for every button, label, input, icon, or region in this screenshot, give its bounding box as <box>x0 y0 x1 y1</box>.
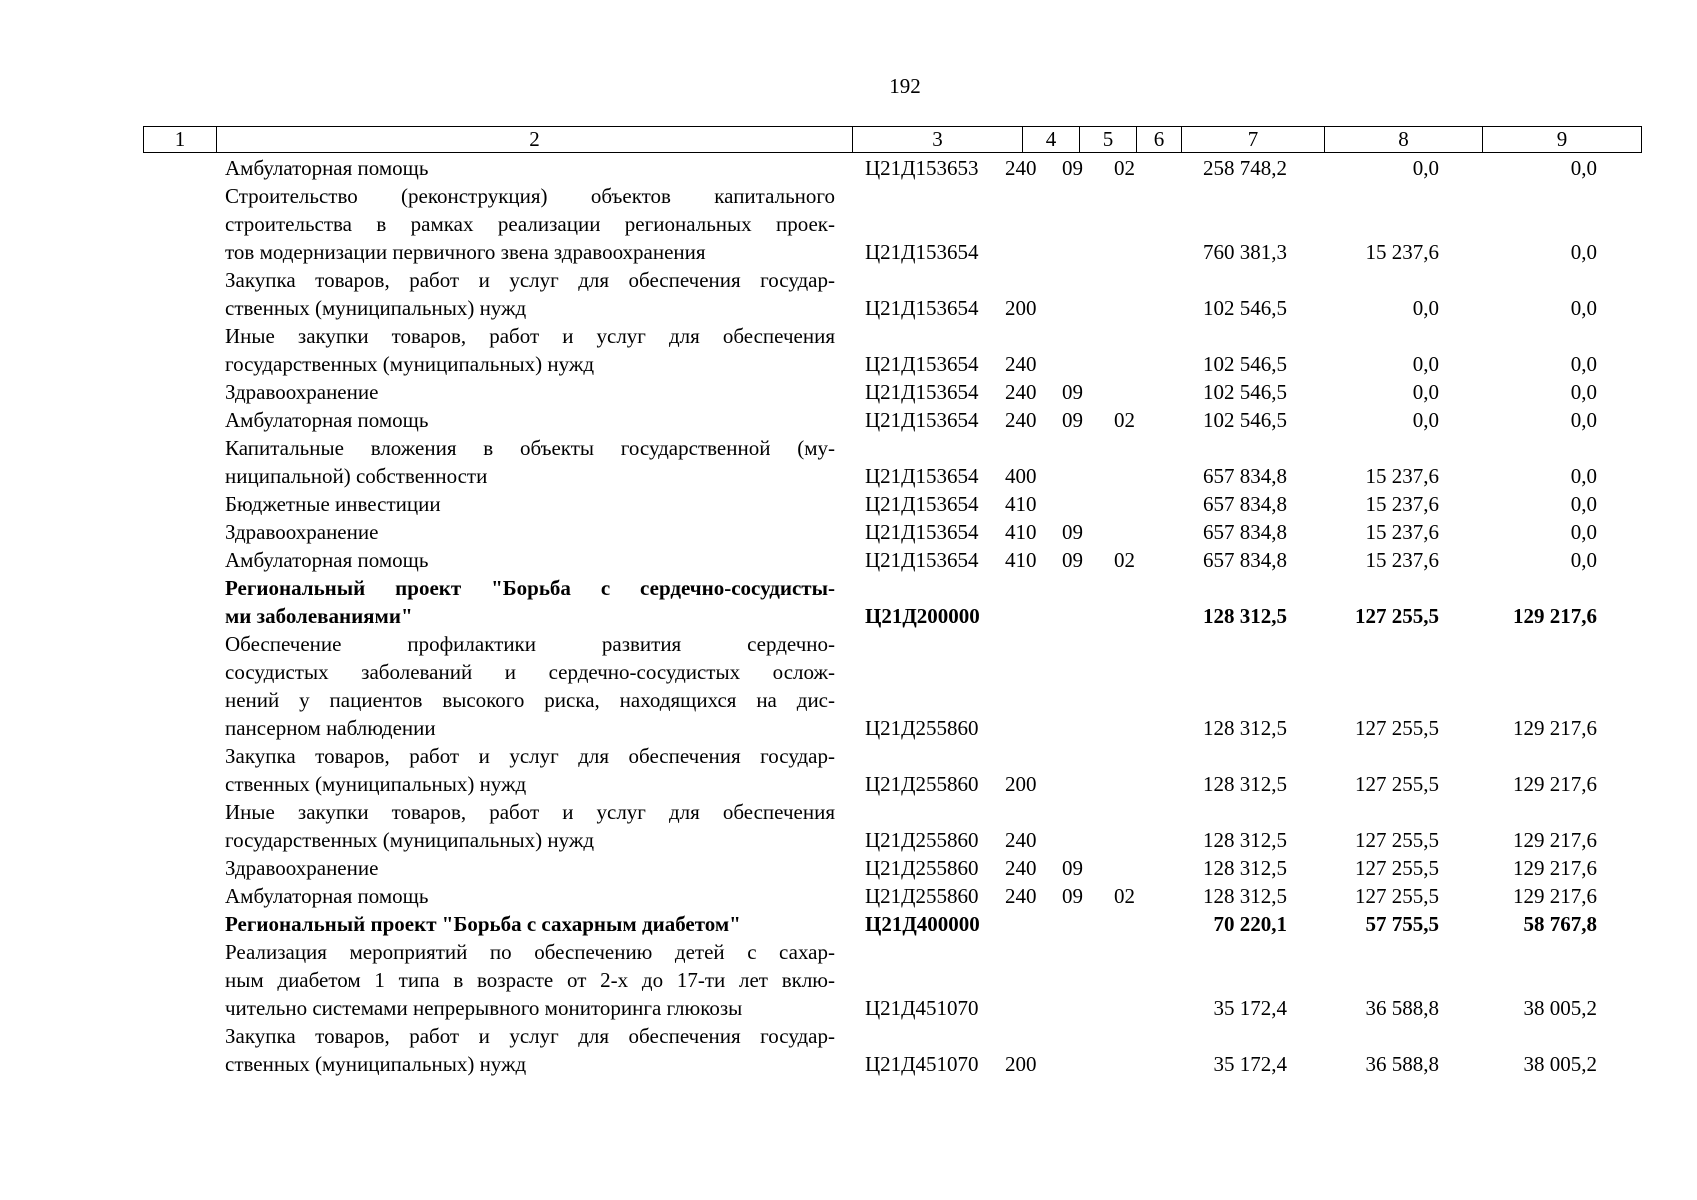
row-name-line: сосудистых заболеваний и сердечно-сосудистых ослож- <box>225 660 835 684</box>
row-section: 09 <box>1062 856 1083 880</box>
row-name-line: Капитальные вложения в объекты государственной (му- <box>225 436 835 460</box>
header-col-8: 8 <box>1324 127 1482 152</box>
row-section <box>1062 826 1114 854</box>
row-amount-year3: 129 217,6 <box>1513 884 1597 908</box>
row-section <box>1062 350 1114 378</box>
row-amount-year1: 760 381,3 <box>1203 240 1287 264</box>
row-name-line: Здравоохранение <box>225 380 379 404</box>
row-name <box>225 938 835 1022</box>
row-name <box>225 406 835 434</box>
row-expense-type: 240 <box>1005 828 1037 852</box>
row-section: 09 <box>1062 520 1083 544</box>
row-section: 09 <box>1062 380 1083 404</box>
row-name-line: ниципальной) собственности <box>225 464 488 488</box>
row-amount-year2: 127 255,5 <box>1355 604 1439 628</box>
row-section: 09 <box>1062 884 1083 908</box>
row-amount-year2: 0,0 <box>1412 408 1439 432</box>
row-name-line: Амбулаторная помощь <box>225 884 429 908</box>
row-amount-year2: 0,0 <box>1412 380 1439 404</box>
row-name <box>225 742 835 798</box>
header-col-9: 9 <box>1482 127 1641 152</box>
row-name-line: Амбулаторная помощь <box>225 156 429 180</box>
row-name <box>225 910 835 938</box>
table-row <box>0 490 1697 518</box>
row-amount-year3: 129 217,6 <box>1513 772 1597 796</box>
header-col-3: 3 <box>852 127 1022 152</box>
row-name <box>225 154 835 182</box>
row-name <box>225 630 835 742</box>
row-section <box>1062 602 1114 630</box>
row-name <box>225 182 835 266</box>
table-row <box>0 154 1697 182</box>
row-name-line: Амбулаторная помощь <box>225 408 429 432</box>
row-name-line: Региональный проект "Борьба с сердечно-сосудисты- <box>225 576 835 600</box>
row-expense-type: 240 <box>1005 856 1037 880</box>
row-code: Ц21Д255860 <box>865 716 979 740</box>
table-row <box>0 406 1697 434</box>
row-name-line: Строительство (реконструкция) объектов капитального <box>225 184 835 208</box>
row-name-line: Здравоохранение <box>225 856 379 880</box>
row-amount-year3: 129 217,6 <box>1513 716 1597 740</box>
row-amount-year1: 70 220,1 <box>1213 912 1287 936</box>
table-row <box>0 938 1697 1022</box>
row-section: 09 <box>1062 548 1083 572</box>
row-code: Ц21Д153654 <box>865 296 979 320</box>
row-code: Ц21Д153654 <box>865 520 979 544</box>
table-row <box>0 322 1697 378</box>
row-name-line: тов модернизации первичного звена здравоохранения <box>225 240 706 264</box>
table-row <box>0 910 1697 938</box>
table-row <box>0 854 1697 882</box>
row-subsection <box>1114 294 1177 322</box>
row-section <box>1062 1050 1114 1078</box>
row-amount-year2: 127 255,5 <box>1355 772 1439 796</box>
row-section <box>1062 294 1114 322</box>
row-name <box>225 490 835 518</box>
table-row <box>0 882 1697 910</box>
row-amount-year3: 129 217,6 <box>1513 604 1597 628</box>
row-name-line: ми заболеваниями" <box>225 604 413 628</box>
row-name <box>225 1022 835 1078</box>
row-amount-year1: 128 312,5 <box>1203 772 1287 796</box>
table-header <box>143 126 1642 153</box>
row-amount-year2: 15 237,6 <box>1365 520 1439 544</box>
table-row <box>0 630 1697 742</box>
row-name-line: Реализация мероприятий по обеспечению детей с сахар- <box>225 940 835 964</box>
row-name-line: нений у пациентов высокого риска, находящихся на дис- <box>225 688 835 712</box>
row-code: Ц21Д153654 <box>865 492 979 516</box>
row-code: Ц21Д255860 <box>865 828 979 852</box>
table-row <box>0 434 1697 490</box>
page-number: 192 <box>889 74 921 98</box>
row-name <box>225 546 835 574</box>
row-amount-year2: 0,0 <box>1412 352 1439 376</box>
table-row <box>0 266 1697 322</box>
row-expense-type: 400 <box>1005 464 1037 488</box>
row-section <box>1062 462 1114 490</box>
header-col-4: 4 <box>1022 127 1079 152</box>
row-subsection: 02 <box>1114 156 1135 180</box>
row-amount-year2: 57 755,5 <box>1365 912 1439 936</box>
row-subsection <box>1114 518 1177 546</box>
row-expense-type: 240 <box>1005 352 1037 376</box>
header-col-2: 2 <box>216 127 852 152</box>
row-name <box>225 378 835 406</box>
row-amount-year3: 129 217,6 <box>1513 828 1597 852</box>
row-subsection <box>1114 826 1177 854</box>
row-amount-year3: 0,0 <box>1570 492 1597 516</box>
row-section <box>1062 994 1114 1022</box>
row-amount-year1: 35 172,4 <box>1213 1052 1287 1076</box>
row-subsection <box>1114 462 1177 490</box>
row-amount-year1: 657 834,8 <box>1203 548 1287 572</box>
row-code: Ц21Д153653 <box>865 156 979 180</box>
row-name <box>225 854 835 882</box>
row-name-line: Закупка товаров, работ и услуг для обеспечения государ- <box>225 1024 835 1048</box>
row-subsection <box>1114 910 1177 938</box>
row-name-line: пансерном наблюдении <box>225 716 436 740</box>
row-name-line: ным диабетом 1 типа в возрасте от 2-х до 17-ти лет вклю- <box>225 968 835 992</box>
row-expense-type: 200 <box>1005 1052 1037 1076</box>
row-section <box>1062 714 1114 742</box>
row-amount-year1: 102 546,5 <box>1203 352 1287 376</box>
row-expense-type: 240 <box>1005 156 1037 180</box>
row-expense-type <box>1005 602 1062 630</box>
row-expense-type: 410 <box>1005 492 1037 516</box>
row-amount-year2: 127 255,5 <box>1355 856 1439 880</box>
row-expense-type: 240 <box>1005 380 1037 404</box>
row-amount-year1: 258 748,2 <box>1203 156 1287 180</box>
row-amount-year1: 102 546,5 <box>1203 380 1287 404</box>
header-col-1: 1 <box>174 127 186 151</box>
row-name-line: Здравоохранение <box>225 520 379 544</box>
row-amount-year3: 0,0 <box>1570 240 1597 264</box>
row-name-line: Амбулаторная помощь <box>225 548 429 572</box>
row-subsection <box>1114 994 1177 1022</box>
table-row <box>0 378 1697 406</box>
row-amount-year3: 58 767,8 <box>1523 912 1597 936</box>
row-code: Ц21Д451070 <box>865 1052 979 1076</box>
row-amount-year3: 38 005,2 <box>1523 996 1597 1020</box>
row-subsection <box>1114 1050 1177 1078</box>
row-subsection: 02 <box>1114 548 1135 572</box>
row-code: Ц21Д153654 <box>865 408 979 432</box>
header-col-7: 7 <box>1181 127 1324 152</box>
row-amount-year1: 657 834,8 <box>1203 464 1287 488</box>
row-amount-year3: 0,0 <box>1570 380 1597 404</box>
row-name-line: ственных (муниципальных) нужд <box>225 1052 527 1076</box>
row-amount-year2: 0,0 <box>1412 156 1439 180</box>
row-name <box>225 882 835 910</box>
row-code: Ц21Д255860 <box>865 772 979 796</box>
row-section: 09 <box>1062 408 1083 432</box>
row-amount-year2: 0,0 <box>1412 296 1439 320</box>
row-name-line: Бюджетные инвестиции <box>225 492 441 516</box>
row-name-line: Иные закупки товаров, работ и услуг для обеспечения <box>225 324 835 348</box>
row-section <box>1062 770 1114 798</box>
row-subsection: 02 <box>1114 884 1135 908</box>
row-subsection <box>1114 490 1177 518</box>
row-expense-type: 410 <box>1005 548 1037 572</box>
row-name-line: ственных (муниципальных) нужд <box>225 772 527 796</box>
row-amount-year3: 129 217,6 <box>1513 856 1597 880</box>
row-section <box>1062 490 1114 518</box>
row-code: Ц21Д451070 <box>865 996 979 1020</box>
row-code: Ц21Д153654 <box>865 548 979 572</box>
row-subsection: 02 <box>1114 408 1135 432</box>
header-col-6: 6 <box>1136 127 1181 152</box>
row-expense-type: 200 <box>1005 772 1037 796</box>
row-amount-year2: 36 588,8 <box>1365 996 1439 1020</box>
row-amount-year1: 102 546,5 <box>1203 408 1287 432</box>
row-amount-year2: 15 237,6 <box>1365 548 1439 572</box>
row-name-line: государственных (муниципальных) нужд <box>225 828 595 852</box>
row-amount-year1: 128 312,5 <box>1203 716 1287 740</box>
row-name <box>225 434 835 490</box>
row-name-line: Иные закупки товаров, работ и услуг для обеспечения <box>225 800 835 824</box>
row-name-line: ственных (муниципальных) нужд <box>225 296 527 320</box>
row-amount-year1: 35 172,4 <box>1213 996 1287 1020</box>
row-name-line: Закупка товаров, работ и услуг для обеспечения государ- <box>225 744 835 768</box>
row-amount-year3: 0,0 <box>1570 408 1597 432</box>
row-amount-year3: 0,0 <box>1570 352 1597 376</box>
row-subsection <box>1114 770 1177 798</box>
row-expense-type <box>1005 910 1062 938</box>
row-code: Ц21Д153654 <box>865 380 979 404</box>
row-amount-year2: 36 588,8 <box>1365 1052 1439 1076</box>
row-name-line: чительно системами непрерывного мониторинга глюкозы <box>225 996 743 1020</box>
table-body <box>0 154 1697 1078</box>
row-amount-year1: 128 312,5 <box>1203 884 1287 908</box>
row-name-line: Региональный проект "Борьба с сахарным диабетом" <box>225 912 741 936</box>
row-amount-year2: 15 237,6 <box>1365 240 1439 264</box>
row-amount-year3: 38 005,2 <box>1523 1052 1597 1076</box>
row-expense-type: 240 <box>1005 884 1037 908</box>
header-col-5: 5 <box>1079 127 1136 152</box>
row-expense-type: 200 <box>1005 296 1037 320</box>
row-section <box>1062 238 1114 266</box>
row-amount-year1: 128 312,5 <box>1203 828 1287 852</box>
row-expense-type: 240 <box>1005 408 1037 432</box>
row-amount-year3: 0,0 <box>1570 464 1597 488</box>
row-expense-type <box>1005 714 1062 742</box>
row-amount-year3: 0,0 <box>1570 520 1597 544</box>
table-row <box>0 546 1697 574</box>
table-row <box>0 1022 1697 1078</box>
row-amount-year1: 657 834,8 <box>1203 520 1287 544</box>
row-subsection <box>1114 602 1177 630</box>
row-name <box>225 574 835 630</box>
row-amount-year1: 128 312,5 <box>1203 856 1287 880</box>
row-name-line: Закупка товаров, работ и услуг для обеспечения государ- <box>225 268 835 292</box>
row-amount-year2: 127 255,5 <box>1355 884 1439 908</box>
row-subsection <box>1114 378 1177 406</box>
row-amount-year2: 127 255,5 <box>1355 828 1439 852</box>
row-name-line: государственных (муниципальных) нужд <box>225 352 595 376</box>
row-name <box>225 266 835 322</box>
row-subsection <box>1114 350 1177 378</box>
row-code: Ц21Д255860 <box>865 856 979 880</box>
table-row <box>0 574 1697 630</box>
row-code: Ц21Д255860 <box>865 884 979 908</box>
row-amount-year1: 128 312,5 <box>1203 604 1287 628</box>
row-subsection <box>1114 854 1177 882</box>
row-expense-type <box>1005 994 1062 1022</box>
row-name <box>225 518 835 546</box>
row-amount-year3: 0,0 <box>1570 296 1597 320</box>
row-amount-year3: 0,0 <box>1570 156 1597 180</box>
row-subsection <box>1114 238 1177 266</box>
row-name <box>225 322 835 378</box>
table-row <box>0 742 1697 798</box>
row-code: Ц21Д200000 <box>865 604 980 628</box>
table-row <box>0 182 1697 266</box>
row-section <box>1062 910 1114 938</box>
row-expense-type <box>1005 238 1062 266</box>
table-row <box>0 518 1697 546</box>
row-section: 09 <box>1062 156 1083 180</box>
row-amount-year2: 15 237,6 <box>1365 492 1439 516</box>
row-subsection <box>1114 714 1177 742</box>
row-amount-year3: 0,0 <box>1570 548 1597 572</box>
row-amount-year1: 657 834,8 <box>1203 492 1287 516</box>
row-expense-type: 410 <box>1005 520 1037 544</box>
row-amount-year2: 127 255,5 <box>1355 716 1439 740</box>
row-amount-year2: 15 237,6 <box>1365 464 1439 488</box>
row-amount-year1: 102 546,5 <box>1203 296 1287 320</box>
table-row <box>0 798 1697 854</box>
row-code: Ц21Д153654 <box>865 240 979 264</box>
row-name <box>225 798 835 854</box>
row-name-line: строительства в рамках реализации региональных проек- <box>225 212 835 236</box>
row-code: Ц21Д153654 <box>865 352 979 376</box>
row-name-line: Обеспечение профилактики развития сердечно- <box>225 632 835 656</box>
row-code: Ц21Д153654 <box>865 464 979 488</box>
row-code: Ц21Д400000 <box>865 912 980 936</box>
